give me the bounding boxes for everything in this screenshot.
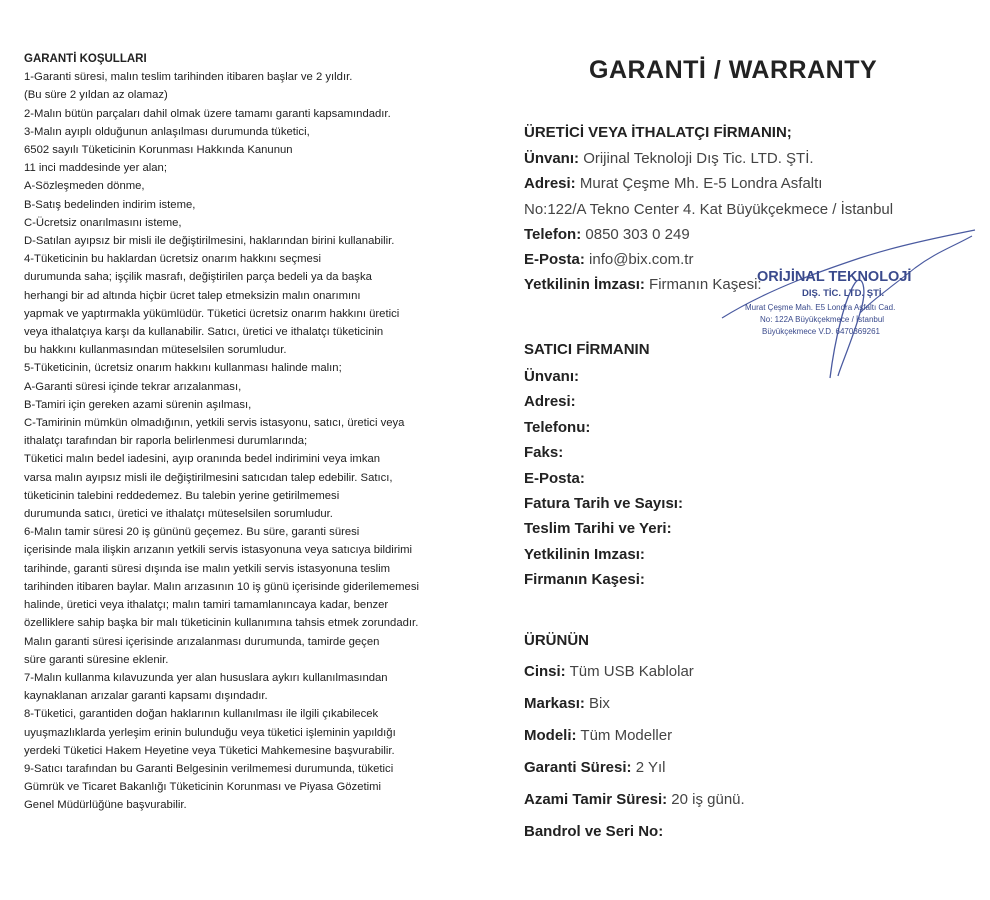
condition-line: varsa malın ayıpsız misli ile değiştirilmesini satıcıdan talep edebilir. Satıcı, [24,471,393,484]
condition-line: ithalatçı tarafından bir raporla belirlenmesi durumlarında; [24,435,308,448]
field-label: Markası: [524,695,585,712]
company-stamp [710,228,980,388]
manufacturer-address-row [524,175,822,192]
condition-line: durumunda saha; işçilik masrafı, değiştirilen parça bedeli ya da başka [24,271,372,284]
seller-heading: SATICI FİRMANIN [524,341,650,358]
condition-line: 8-Tüketici, garantiden doğan haklarının kullanılması ile ilgili çıkabilecek [24,708,379,721]
condition-line: 6-Malın tamir süresi 20 iş gününü geçemez. Bu süre, garanti süresi [24,526,360,539]
manufacturer-title-row [524,150,814,167]
condition-line: tarihinden itibaren baylar. Malın arızasının 10 iş günü içerisinde giderilememesi [24,580,419,593]
condition-line: 1-Garanti süresi, malın teslim tarihinden itibaren başlar ve 2 yıldır. [24,71,353,84]
field-label: Garanti Süresi: [524,759,632,776]
seller-field-row [524,546,645,563]
condition-line: Gümrük ve Ticaret Bakanlığı Tüketicinin Korunması ve Piyasa Gözetimi [24,781,382,794]
field-label: Ünvanı: [524,150,580,167]
condition-line: A-Sözleşmeden dönme, [24,180,145,193]
field-label: Ünvanı: [524,368,580,385]
product-model-row [524,727,672,744]
field-label: Adresi: [524,393,576,411]
field-label: Yetkilinin İmzası: [524,276,645,293]
condition-line: Genel Müdürlüğüne başvurabilir. [24,799,187,812]
field-label: Yetkilinin Imzası: [524,545,645,563]
condition-line: herhangi bir ad altında hiçbir ücret talep etmeksizin malın onarımını [24,289,361,302]
field-value: Tüm USB Kablolar [569,663,694,680]
field-label: Teslim Tarihi ve Yeri: [524,520,672,538]
condition-line: uyuşmazlıklarda yerleşim erinin bulunduğu veya tüketici işleminin yapıldığı [24,726,396,739]
manufacturer-heading: ÜRETİCİ VEYA İTHALATÇI FİRMANIN; [524,124,792,141]
field-label: Telefonu: [524,418,591,436]
condition-line: tarihinde, garanti süresi dışında ise malın yetkili servis istasyonuna teslim [24,562,391,575]
seller-field-row [524,495,683,512]
condition-line: durumunda satıcı, üretici ve ithalatçı müteselsilen sorumludur. [24,508,333,521]
seller-field-row [524,444,563,461]
stamp-company-name: ORİJİNAL TEKNOLOJİ [757,269,912,285]
condition-line: 7-Malın kullanma kılavuzunda yer alan hususlara aykırı kullanılmasından [24,671,388,684]
field-label: Telefon: [524,226,582,243]
condition-line: 9-Satıcı tarafından bu Garanti Belgesinin verilmemesi durumunda, tüketici [24,762,394,775]
field-label: Azami Tamir Süresi: [524,791,668,808]
condition-line: 5-Tüketicinin, ücretsiz onarım hakkını kullanması halinde malın; [24,362,342,375]
condition-line: Malın garanti süresi içerisinde arızalanması durumunda, tamirde geçen [24,635,380,648]
condition-line: yapmak ve yaptırmakla yükümlüdür. Tüketici ücretsiz onarım hakkını üretici [24,307,400,320]
field-label: Modeli: [524,727,577,744]
stamp-signature-graphic [710,228,980,388]
page-title: GARANTİ / WARRANTY [589,56,878,84]
seller-field-row [524,393,576,410]
field-value: Firmanın Kaşesi: [649,276,762,293]
product-warranty-period-row [524,759,665,776]
condition-line: 2-Malın bütün parçaları dahil olmak üzere tamamı garanti kapsamındadır. [24,107,391,120]
stamp-address-line1: Murat Çeşme Mah. E5 Londra Asfaltı Cad. [745,303,896,312]
condition-line: (Bu süre 2 yıldan az olamaz) [24,89,168,102]
condition-line: tüketicinin talebini reddedemez. Bu talebin yerine getirilmemesi [24,489,340,502]
condition-line: süre garanti süresine eklenir. [24,653,169,666]
condition-line: bu hakkını kullanmasından müteselsilen sorumludur. [24,344,287,357]
field-value: info@bix.com.tr [589,251,694,268]
seller-field-row [524,520,672,537]
condition-line: veya ithalatçıya karşı da kullanabilir. Satıcı, üretici ve ithalatçı tüketicinin [24,326,384,339]
field-value: Murat Çeşme Mh. E-5 Londra Asfaltı [579,175,823,192]
seller-field-row [524,571,645,588]
manufacturer-address-line2 [524,201,893,218]
condition-line: D-Satılan ayıpsız bir misli ile değiştirilmesini, haklarından birini kullanabilir. [24,235,395,248]
stamp-address-line2: No: 122A Büyükçekmece / İstanbul [760,315,885,324]
field-value: 2 Yıl [635,759,666,776]
field-label: Firmanın Kaşesi: [524,571,645,589]
condition-line: B-Satış bedelinden indirim isteme, [24,198,196,211]
warranty-conditions [24,50,474,815]
condition-line: yerdeki Tüketici Hakem Heyetine veya Tüketici Mahkemesine başvurabilir. [24,744,395,757]
condition-line: A-Garanti süresi içinde tekrar arızalanması, [24,380,242,393]
field-label: E-Posta: [524,251,585,268]
condition-line: kaynaklanan arızalar garanti kapsamı dışındadır. [24,690,268,703]
stamp-tax-office: Büyükçekmece V.D. 6470369261 [762,327,881,336]
field-label: Bandrol ve Seri No: [524,823,664,840]
product-repair-time-row [524,791,745,808]
conditions-title: GARANTİ KOŞULLARI [24,53,147,65]
manufacturer-email-row [524,251,693,268]
manufacturer-phone-row [524,226,690,243]
field-label: Adresi: [524,175,576,192]
field-value: Tüm Modeller [580,727,673,744]
condition-line: özelliklere sahip başka bir malı tüketicinin kullanımına tahsis etmek zorundadır. [24,617,419,630]
field-label: Fatura Tarih ve Sayısı: [524,495,683,512]
condition-line: halinde, üretici veya ithalatçı; malın tamiri tamamlanıncaya kadar, benzer [24,599,389,612]
field-label: Cinsi: [524,663,566,680]
conditions-text [24,68,474,814]
field-value: 0850 303 0 249 [585,226,690,243]
condition-line: Tüketici malın bedel iadesini, ayıp oranında bedel indirimini veya imkan [24,453,381,466]
seller-field-row [524,368,579,385]
field-value: No:122/A Tekno Center 4. Kat Büyükçekmece / İstanbul [524,201,894,218]
condition-line: içerisinde mala ilişkin arızanın yetkili servis istasyonuna veya satıcıya bildirimi [24,544,413,557]
condition-line: C-Tamirinin mümkün olmadığının, yetkili servis istasyonu, satıcı, üretici veya [24,417,405,430]
product-serial-row [524,823,663,840]
seller-field-row [524,470,585,487]
condition-line: 6502 sayılı Tüketicinin Korunması Hakkında Kanunun [24,144,293,157]
stamp-company-type: DIŞ. TİC. LTD. ŞTİ. [802,288,885,299]
condition-line: C-Ücretsiz onarılmasını isteme, [24,216,182,229]
field-value: 20 iş günü. [671,791,745,808]
product-brand-row [524,695,610,712]
field-value: Orijinal Teknoloji Dış Tic. LTD. ŞTİ. [583,150,814,167]
field-value: Bix [589,695,610,712]
condition-line: B-Tamiri için gereken azami sürenin aşılması, [24,398,252,411]
product-type-row [524,663,694,680]
field-label: Faks: [524,444,564,462]
field-label: E-Posta: [524,469,585,487]
condition-line: 11 inci maddesinde yer alan; [24,162,167,175]
condition-line: 4-Tüketicinin bu haklardan ücretsiz onarım hakkını seçmesi [24,253,321,266]
seller-field-row [524,419,590,436]
product-heading: ÜRÜNÜN [524,632,589,649]
condition-line: 3-Malın ayıplı olduğunun anlaşılması durumunda tüketici, [24,125,310,138]
